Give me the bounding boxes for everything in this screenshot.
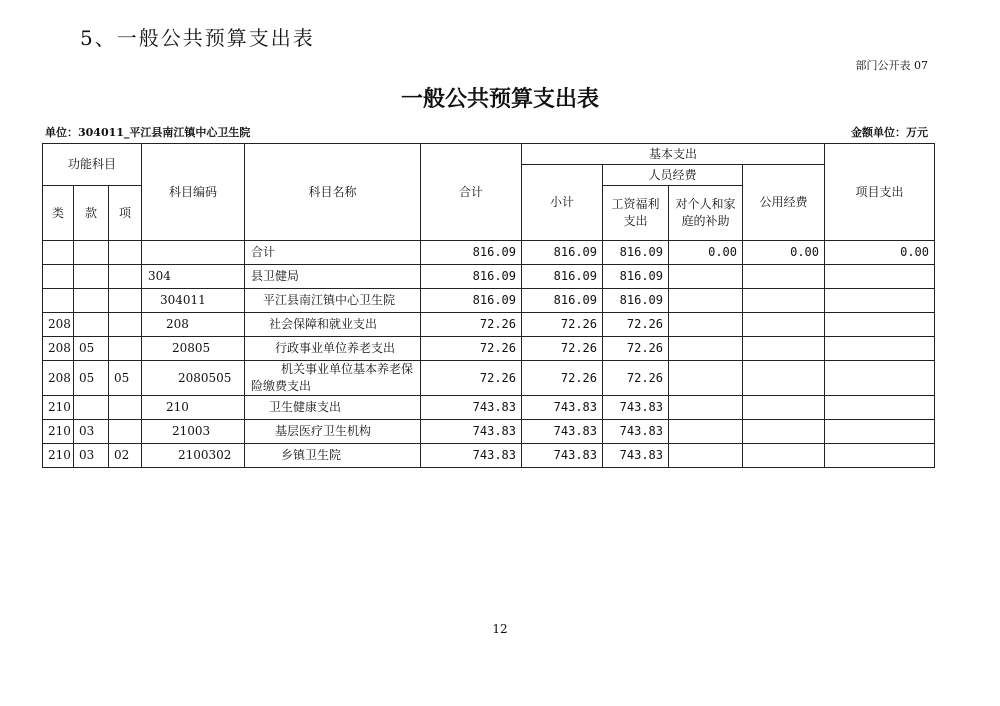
cell-lei: 210 <box>43 420 74 444</box>
cell-lei <box>43 241 74 265</box>
cell-name: 乡镇卫生院 <box>245 444 421 468</box>
cell-wages: 72.26 <box>603 361 669 396</box>
cell-code: 2080505 <box>142 361 245 396</box>
cell-total: 816.09 <box>421 265 522 289</box>
cell-project <box>825 313 935 337</box>
cell-total: 72.26 <box>421 337 522 361</box>
cell-name: 县卫健局 <box>245 265 421 289</box>
cell-wages: 816.09 <box>603 265 669 289</box>
cell-kuan: 05 <box>74 337 109 361</box>
table-row <box>43 265 935 289</box>
cell-xiang <box>109 420 142 444</box>
header-project-expenditure: 项目支出 <box>825 144 935 241</box>
cell-kuan: 05 <box>74 361 109 396</box>
header-xiang: 项 <box>109 186 142 241</box>
cell-total: 72.26 <box>421 313 522 337</box>
cell-name: 基层医疗卫生机构 <box>245 420 421 444</box>
cell-code: 304 <box>142 265 245 289</box>
cell-kuan <box>74 313 109 337</box>
cell-wages: 743.83 <box>603 420 669 444</box>
cell-code: 208 <box>142 313 245 337</box>
header-kuan: 款 <box>74 186 109 241</box>
cell-name: 社会保障和就业支出 <box>245 313 421 337</box>
cell-xiang <box>109 241 142 265</box>
page-number: 12 <box>492 622 508 636</box>
cell-lei: 210 <box>43 444 74 468</box>
cell-public <box>743 265 825 289</box>
cell-lei: 208 <box>43 361 74 396</box>
cell-code: 2100302 <box>142 444 245 468</box>
cell-wages: 816.09 <box>603 241 669 265</box>
cell-project <box>825 265 935 289</box>
cell-subtotal: 816.09 <box>522 241 603 265</box>
cell-name: 平江县南江镇中心卫生院 <box>245 289 421 313</box>
header-basic-expenditure: 基本支出 <box>522 144 825 165</box>
cell-individual <box>669 444 743 468</box>
table-row <box>43 444 935 468</box>
cell-public <box>743 444 825 468</box>
cell-kuan <box>74 289 109 313</box>
cell-public: 0.00 <box>743 241 825 265</box>
cell-lei: 208 <box>43 337 74 361</box>
cell-project: 0.00 <box>825 241 935 265</box>
cell-kuan <box>74 396 109 420</box>
header-total: 合计 <box>421 144 522 241</box>
cell-code: 21003 <box>142 420 245 444</box>
cell-code: 210 <box>142 396 245 420</box>
cell-lei <box>43 289 74 313</box>
cell-lei: 210 <box>43 396 74 420</box>
cell-wages: 72.26 <box>603 337 669 361</box>
cell-kuan: 03 <box>74 444 109 468</box>
header-wages: 工资福利支出 <box>603 186 669 241</box>
cell-wages: 743.83 <box>603 396 669 420</box>
amount-unit: 金额单位：万元 <box>851 126 928 139</box>
cell-name: 合计 <box>245 241 421 265</box>
cell-xiang: 02 <box>109 444 142 468</box>
cell-xiang <box>109 265 142 289</box>
budget-expenditure-table <box>42 143 935 468</box>
reporting-unit: 单位：304011_平江县南江镇中心卫生院 <box>45 126 251 139</box>
cell-individual <box>669 361 743 396</box>
cell-xiang <box>109 396 142 420</box>
cell-name: 行政事业单位养老支出 <box>245 337 421 361</box>
cell-total: 816.09 <box>421 241 522 265</box>
cell-individual <box>669 313 743 337</box>
cell-code: 304011 <box>142 289 245 313</box>
cell-name: 机关事业单位基本养老保险缴费支出 <box>245 361 421 396</box>
cell-xiang <box>109 337 142 361</box>
cell-total: 816.09 <box>421 289 522 313</box>
cell-subtotal: 72.26 <box>522 337 603 361</box>
cell-kuan: 03 <box>74 420 109 444</box>
cell-subtotal: 743.83 <box>522 444 603 468</box>
cell-individual <box>669 420 743 444</box>
cell-total: 743.83 <box>421 396 522 420</box>
cell-individual: 0.00 <box>669 241 743 265</box>
cell-public <box>743 289 825 313</box>
cell-wages: 743.83 <box>603 444 669 468</box>
table-row <box>43 241 935 265</box>
table-row <box>43 289 935 313</box>
cell-project <box>825 420 935 444</box>
cell-code: 20805 <box>142 337 245 361</box>
header-personnel: 人员经费 <box>603 165 743 186</box>
header-subject-name: 科目名称 <box>245 144 421 241</box>
header-public-expenditure: 公用经费 <box>743 165 825 241</box>
cell-total: 743.83 <box>421 420 522 444</box>
cell-individual <box>669 289 743 313</box>
cell-subtotal: 72.26 <box>522 313 603 337</box>
header-func-subject: 功能科目 <box>43 144 142 186</box>
cell-total: 72.26 <box>421 361 522 396</box>
section-heading: 5、一般公共预算支出表 <box>80 26 315 50</box>
cell-lei: 208 <box>43 313 74 337</box>
cell-wages: 816.09 <box>603 289 669 313</box>
cell-subtotal: 816.09 <box>522 289 603 313</box>
table-row <box>43 313 935 337</box>
cell-subtotal: 816.09 <box>522 265 603 289</box>
cell-wages: 72.26 <box>603 313 669 337</box>
page-title: 一般公共预算支出表 <box>400 87 599 112</box>
cell-total: 743.83 <box>421 444 522 468</box>
cell-individual <box>669 396 743 420</box>
cell-project <box>825 444 935 468</box>
header-individual-subsidy: 对个人和家庭的补助 <box>669 186 743 241</box>
cell-public <box>743 313 825 337</box>
cell-public <box>743 361 825 396</box>
header-subtotal: 小计 <box>522 165 603 241</box>
cell-project <box>825 289 935 313</box>
form-code: 部门公开表 07 <box>855 59 928 72</box>
header-lei: 类 <box>43 186 74 241</box>
cell-public <box>743 337 825 361</box>
cell-individual <box>669 265 743 289</box>
cell-public <box>743 420 825 444</box>
cell-project <box>825 396 935 420</box>
cell-individual <box>669 337 743 361</box>
header-subject-code: 科目编码 <box>142 144 245 241</box>
table-row <box>43 396 935 420</box>
cell-project <box>825 337 935 361</box>
table-row <box>43 337 935 361</box>
cell-xiang: 05 <box>109 361 142 396</box>
cell-lei <box>43 265 74 289</box>
cell-code <box>142 241 245 265</box>
table-row <box>43 420 935 444</box>
cell-xiang <box>109 313 142 337</box>
cell-subtotal: 743.83 <box>522 420 603 444</box>
cell-xiang <box>109 289 142 313</box>
cell-kuan <box>74 241 109 265</box>
cell-name: 卫生健康支出 <box>245 396 421 420</box>
cell-public <box>743 396 825 420</box>
table-row <box>43 361 935 396</box>
cell-subtotal: 72.26 <box>522 361 603 396</box>
cell-kuan <box>74 265 109 289</box>
cell-subtotal: 743.83 <box>522 396 603 420</box>
cell-project <box>825 361 935 396</box>
